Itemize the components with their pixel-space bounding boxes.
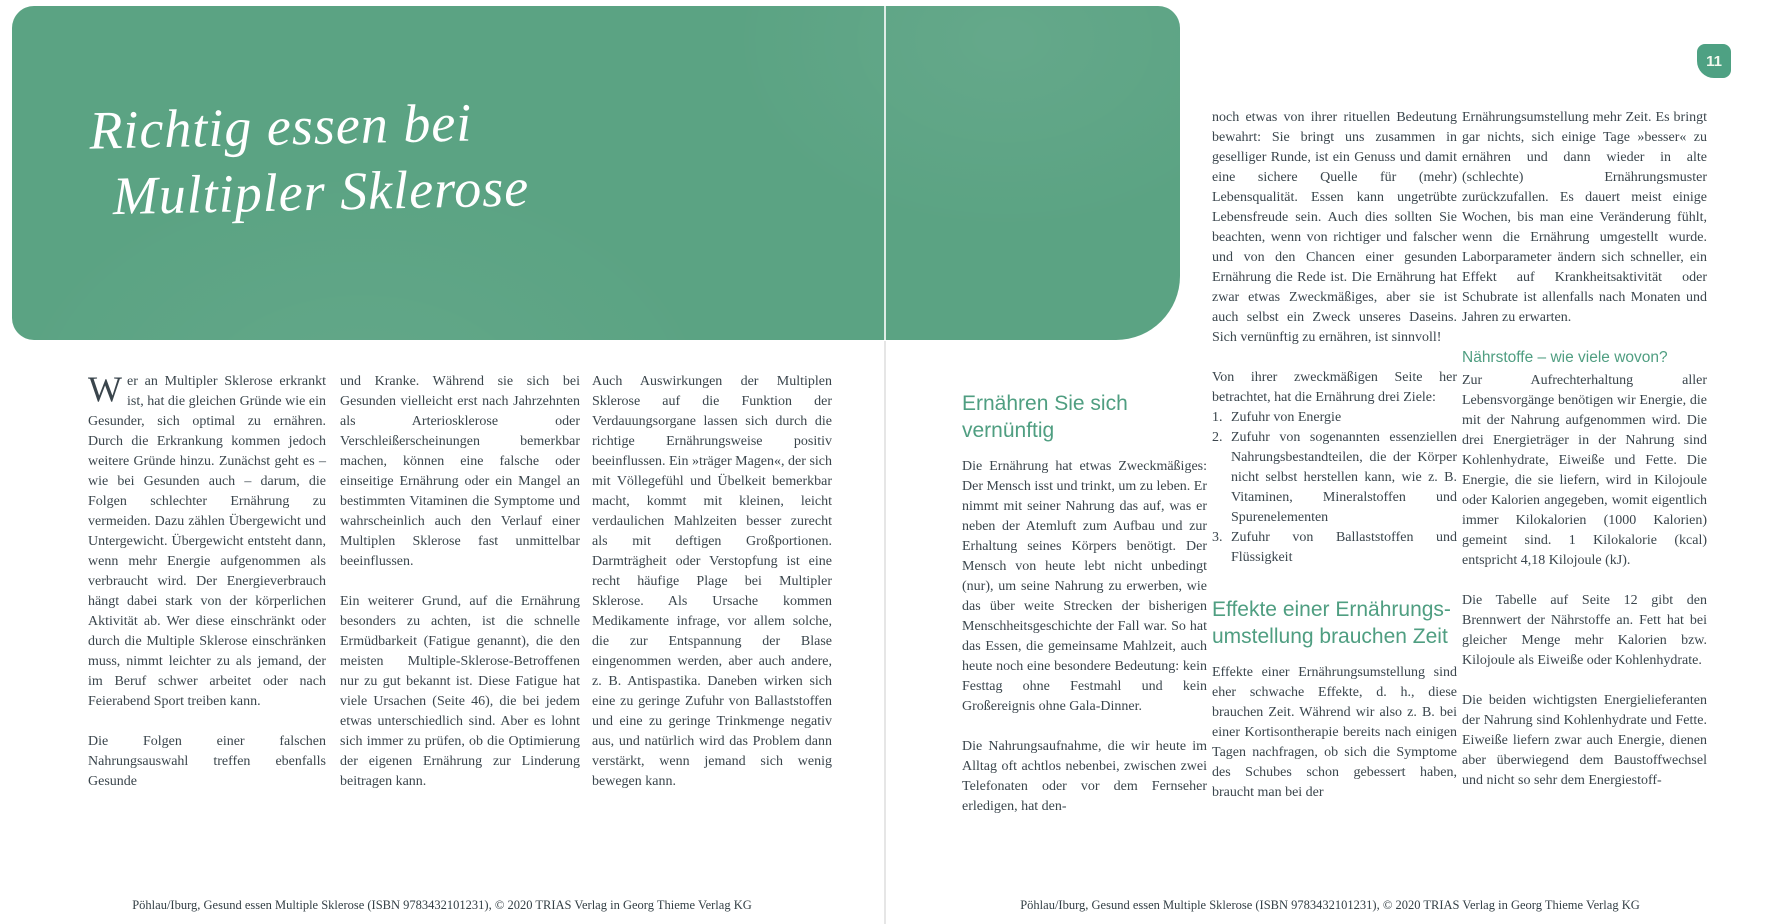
chapter-title [89,89,530,230]
paragraph: Von ihrer zweckmäßigen Seite her betrachtet, hat die Ernährung drei Ziele: [1212,370,1457,405]
list-item-number: 2. [1212,430,1223,445]
chapter-hero-banner [12,6,1180,340]
chapter-title-line-1: Richtig essen bei [88,92,473,161]
page-gutter-divider-top [884,0,886,341]
paragraph: Effekte einer Ernährungsumstellung sind eher schwache Effekte, d. h., diese brauchen Zeit. Während wir also z. B. bei einer Kortisontherapie bereits nach einigen Tagen nachfragen, ob sich die Symptome des Schubes schon gebessert haben, braucht man bei der [1212,665,1457,800]
left-page-column-1 [88,369,326,792]
list-item [1212,428,1457,528]
section-heading-ernaehren: Ernähren Sie sich vernünftig [962,392,1128,442]
paragraph: Ernährungsumstellung mehr Zeit. Es bringt gar nichts, sich einige Tage »besser« zu ernähren und dann wieder in alte (schlechte) Ernährungsmuster zurückzufallen. Es dauert meist einige Wochen, bis man eine Veränderung fühlt, wenn die Ernährung umgestellt wurde. Laborparameter ändern sich schneller, ein Effekt auf Krankheitsaktivität oder Schubrate ist allenfalls nach Monaten und Jahren zu erwarten. [1462,110,1707,325]
paragraph: Zur Aufrechterhaltung aller Lebensvorgänge benötigen wir Energie, die mit der Nahrung aufgenommen wird. Die drei Energieträger in der Nahrung sind Kohlenhydrate, Eiweiße und Fette. Die Energie, die sie liefern, wird in Kilojoule oder Kalorien angegeben, womit eigentlich immer Kilokalorien (1000 Kalorien) gemeint sind. 1 Kilokalorie (kcal) entspricht 4,18 Kilojoule (kJ). [1462,373,1707,568]
list-item-number: 1. [1212,410,1223,425]
paragraph: Auch Auswirkungen der Multiplen Sklerose auf die Funktion der Verdauungsorgane lassen sich durch die richtige Ernährungsweise positiv beeinflussen. Ein »träger Magen«, der sich mit Völlegefühl und Übelkeit bemerkbar macht, kommt mit kleinen, leicht verdaulichen Mahlzeiten besser zurecht als mit deftigen Großportionen. Darmträgheit oder Verstopfung ist eine recht häufige Plage bei Multipler Sklerose. Als Ursache kommen Medikamente infrage, vor allem solche, die zur Entspannung der Blase eingenommen werden, aber auch andere, z. B. Antispastika. Daneben wirken sich eine zu geringe Zufuhr von Ballaststoffen und eine zu geringe Trinkmenge negativ aus, und natürlich wird das Problem dann verstärkt, wenn jemand sich wenig bewegen kann. [592,374,832,789]
list-item-text: Zufuhr von Ballaststoffen und Flüssigkeit [1231,530,1457,565]
left-page-column-2 [340,372,580,792]
paragraph: Die Folgen einer falschen Nahrungsauswahl treffen ebenfalls Gesunde [88,734,326,789]
list-item [1212,528,1457,568]
right-page-column-3 [1462,108,1707,791]
paragraph: und Kranke. Während sie sich bei Gesunden vielleicht erst nach Jahrzehnten als Arteriosklerose oder Verschleißerscheinungen bemerkbar machen, können eine falsche oder einseitige Ernährung oder ein Mangel an bestimmten Vitaminen die Symptome und wahrscheinlich auch den Verlauf einer Multiplen Sklerose fast unmittelbar beeinflussen. [340,374,580,569]
paragraph-text: er an Multipler Sklerose erkrankt ist, hat die gleichen Gründe wie ein Gesunder, sich optimal zu ernähren. Durch die Erkrankung kommen jedoch weitere Gründe hinzu. Zunächst geht es – wie bei Gesunden auch – darum, die Folgen schlechter Ernährung zu vermeiden. Dazu zählen Übergewicht und Untergewicht. Übergewicht entsteht dann, wenn mehr Energie aufgenommen als verbraucht wird. Der Energieverbrauch hängt dabei stark von der körperlichen Aktivität ab. Wer diese einschränkt oder durch die Multiple Sklerose einschränken muss, nimmt leichter zu als jemand, der im Beruf schwer arbeitet oder nach Feierabend Sport treiben kann. [88,374,326,709]
list-item-text: Zufuhr von Energie [1231,410,1342,425]
paragraph: Die beiden wichtigsten Energielieferanten der Nahrung sind Kohlenhydrate und Fette. Eiweiße liefern zwar auch Energie, dienen aber überwiegend dem Baustoffwechsel und nicht so sehr dem Energiestoff- [1462,693,1707,788]
chapter-title-line-2: Multipler Sklerose [112,157,530,226]
paragraph [88,369,326,712]
footer-right-page: Pöhlau/Iburg, Gesund essen Multiple Sklerose (ISBN 9783432101231), © 2020 TRIAS Verlag in Georg Thieme Verlag KG [1020,898,1640,912]
subsection-heading-naehrstoffe: Nährstoffe – wie viele wovon? [1462,349,1668,366]
page-gutter-divider-bottom [884,341,886,924]
paragraph: Die Ernährung hat etwas Zweckmäßiges: Der Mensch isst und trinkt, um zu leben. Er nimmt mit seiner Nahrung das auf, was er neben der Atemluft zum Aufbau und zur Erhaltung seines Körpers benötigt. Der Mensch von heute lebt nicht unbedingt (nur), um seine Nahrung zu erwerben, wie das über weite Strecken der bisherigen Menschheitsgeschichte der Fall war. So hat das Essen, die gemeinsame Mahlzeit, auch heute noch eine besondere Bedeutung: kein Festtag ohne Festmahl und kein Großereignis ohne Gala-Dinner. [962,459,1207,714]
paragraph: noch etwas von ihrer rituellen Bedeutung bewahrt: Sie bringt uns zusammen in geselliger Runde, ist ein Genuss und damit eine sichere Quelle für (mehr) Lebensqualität. Essen kann ungetrübte Lebensfreude sein. Auch dies sollten Sie beachten, wenn von richtiger und falscher und von den Chancen einer gesunden Ernährung die Rede ist. Die Ernährung hat zwar etwas Zweckmäßiges, aber sie ist auch selbst ein Zweck unseres Daseins. Sich vernünftig zu ernähren, ist sinnvoll! [1212,110,1457,345]
right-page-column-2 [1212,108,1457,803]
paragraph: Die Tabelle auf Seite 12 gibt den Brennwert der Nährstoffe an. Fett hat bei gleicher Menge mehr Kalorien bzw. Kilojoule als Eiweiße oder Kohlenhydrate. [1462,593,1707,668]
footer-left-page: Pöhlau/Iburg, Gesund essen Multiple Sklerose (ISBN 9783432101231), © 2020 TRIAS Verlag in Georg Thieme Verlag KG [132,898,752,912]
drop-cap: W [88,369,122,409]
left-page-column-3 [592,372,832,792]
paragraph: Ein weiterer Grund, auf die Ernährung besonders zu achten, ist die schnelle Ermüdbarkeit (Fatigue genannt), die den meisten Multiple-Sklerose-Betroffenen nur zu gut bekannt ist. Diese Fatigue hat viele Ursachen (Seite 46), die bei jedem etwas unterschiedlich sind. Aber es lohnt sich immer zu prüfen, ob die Optimierung der eigenen Ernährung zur Linderung beitragen kann. [340,594,580,789]
page-number-badge: 11 [1697,44,1731,78]
paragraph: Die Nahrungsaufnahme, die wir heute im Alltag oft achtlos nebenbei, zwischen zwei Telefonaten oder vor dem Fernseher erledigen, hat den- [962,739,1207,814]
section-heading-effekte: Effekte einer Ernährungs-umstellung brauchen Zeit [1212,598,1451,648]
numbered-list [1212,408,1457,568]
list-item-number: 3. [1212,530,1223,545]
list-item-text: Zufuhr von sogenannten essenziellen Nahrungsbestandteilen, die der Körper nicht selbst herstellen kann, wie z. B. Vitaminen, Mineralstoffen und Spurenelementen [1231,430,1457,525]
right-page-column-1 [962,390,1207,817]
list-item [1212,408,1457,428]
